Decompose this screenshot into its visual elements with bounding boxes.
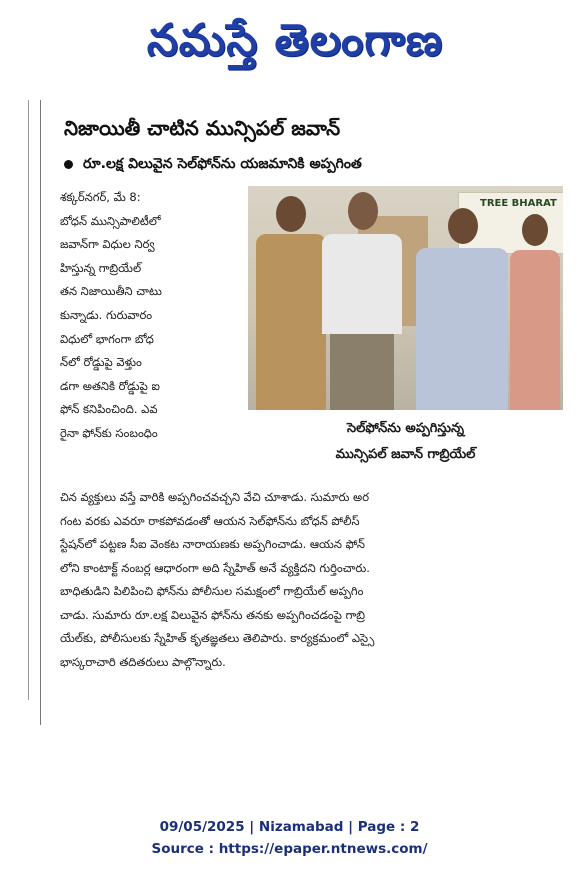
article-headline: నిజాయితీ చాటిన మున్సిపల్ జవాన్ [64, 116, 341, 140]
text-line: స్టేషన్‌లో పట్టణ సీఐ వెంకట నారాయణకు అప్పగించాడు. ఆయన ఫోన్ [60, 537, 365, 551]
photo-person-jawan [322, 192, 402, 410]
text-line: న్‌లో రోడ్డుపై వెళ్తుం [60, 355, 142, 370]
text-line: చిన వ్యక్తులు వస్తే వారికి అప్పగించవచ్చని వేచి చూశాడు. సుమారు అర [60, 490, 370, 504]
article-body-text [60, 486, 568, 674]
article-subheadline [64, 156, 362, 175]
photo-caption [248, 416, 563, 468]
text-line: రైనా ఫోన్‌కు సంబంధిం [60, 425, 158, 440]
text-line: లోని కాంటాక్ట్ నంబర్ల ఆధారంగా అది స్నేహిత్ అనే వ్యక్తిదని గుర్తించారు. [60, 560, 370, 575]
text-line: బాధితుడిని పిలిపించి ఫోన్‌ను పోలీసుల సమక్షంలో గాబ్రియేల్ అప్పగిం [60, 584, 364, 598]
footer-date-edition: 09/05/2025 | Nizamabad | Page : 2 [159, 819, 420, 835]
photo-person-police [256, 196, 326, 410]
text-line: ఫోన్ కనిపించింది. ఎవ [60, 402, 158, 417]
subheadline-text: రూ.లక్ష విలువైన సెల్‌ఫోన్‌ను యజమానికి అప్పగింత [83, 156, 362, 172]
footer-source[interactable]: Source : https://epaper.ntnews.com/ [151, 841, 428, 857]
text-line: జవాన్‌గా విధుల నిర్వ [60, 237, 155, 252]
news-photo [248, 186, 563, 410]
text-line: శక్కర్‌నగర్, మే 8: [60, 190, 141, 204]
text-line: చాడు. సుమారు రూ.లక్ష విలువైన ఫోన్‌ను తనకు అప్పగించడంపై గాబ్రి [60, 607, 366, 622]
text-line: విధులో భాగంగా బోధ [60, 331, 154, 346]
photo-person-bystander [510, 214, 560, 410]
text-line: యేల్‌కు, పోలీసులకు స్నేహిత్ కృతజ్ఞతలు తెలిపారు. కార్యక్రమంలో ఎస్సై [60, 631, 375, 645]
caption-line: మున్సిపల్ జవాన్ గాబ్రియేల్ [335, 447, 476, 462]
text-line: తన నిజాయితీని చాటు [60, 284, 162, 299]
caption-line: సెల్‌ఫోన్‌ను అప్పగిస్తున్న [347, 421, 464, 436]
masthead-logo: నమస్తే తెలంగాణ [146, 15, 444, 66]
article-column-text [60, 186, 248, 446]
bullet-icon [64, 160, 73, 169]
text-line: గంట వరకు ఎవరూ రాకపోవడంతో ఆయన సెల్‌ఫోన్‌ను బోధన్ పోలీస్ [60, 513, 360, 528]
text-line: బోధన్ మున్సిపాలిటీలో [60, 213, 161, 228]
text-line: డగా అతనికి రోడ్డుపై ఐ [60, 378, 160, 393]
text-line: హిస్తున్న గాబ్రియేల్ [60, 260, 142, 275]
text-line: భాస్కరాచారి తదితరులు పాల్గొన్నారు. [60, 654, 226, 669]
photo-banner-text: TREE BHARAT [480, 198, 557, 209]
photo-person-recipient [416, 208, 508, 410]
column-divider [40, 100, 41, 725]
adjacent-column-fragment [0, 100, 29, 700]
text-line: కున్నాడు. గురువారం [60, 307, 153, 322]
page-footer [0, 816, 579, 860]
